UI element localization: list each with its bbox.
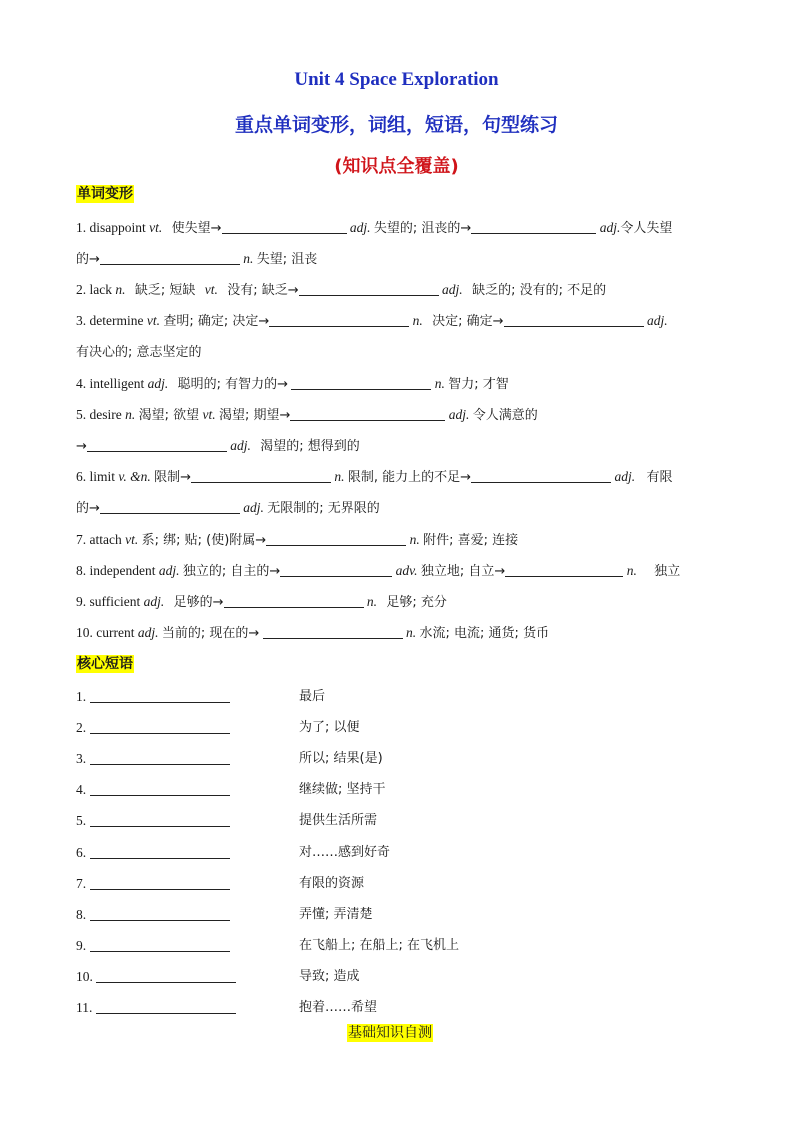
answer-blank[interactable]	[100, 250, 240, 265]
word-item: 6. limit	[76, 469, 116, 484]
word-line-2	[76, 281, 721, 300]
meaning-text: 渴望的; 想得到的	[260, 439, 360, 454]
pos-label: vt.	[204, 282, 218, 297]
word-item: 2. lack	[76, 282, 112, 297]
phrase-number: 11.	[76, 999, 236, 1017]
word-line-3	[76, 312, 721, 331]
meaning-text: 智力; 才智	[448, 377, 509, 392]
answer-blank[interactable]	[96, 999, 236, 1014]
meaning-text: 当前的; 现在的→	[161, 626, 260, 641]
answer-blank[interactable]	[280, 562, 392, 577]
answer-blank[interactable]	[471, 468, 611, 483]
word-line-5	[76, 406, 721, 425]
answer-blank[interactable]	[471, 219, 596, 234]
answer-blank[interactable]	[90, 937, 230, 952]
answer-blank[interactable]	[266, 531, 406, 546]
answer-blank[interactable]	[269, 312, 409, 327]
answer-blank[interactable]	[90, 875, 230, 890]
pos-label: adv.	[395, 563, 418, 578]
answer-blank[interactable]	[191, 468, 331, 483]
phrase-meaning: 继续做; 坚持干	[299, 782, 386, 797]
pos-label: adj.	[442, 282, 463, 297]
word-item: 10. current	[76, 625, 135, 640]
pos-label: n.	[243, 251, 254, 266]
pos-label: adj.	[243, 500, 264, 515]
answer-blank[interactable]	[96, 968, 236, 983]
pos-label: adj.	[599, 220, 621, 235]
pos-label: adj.	[230, 438, 251, 453]
phrase-number: 4.	[76, 781, 230, 799]
phrase-number: 7.	[76, 875, 230, 893]
answer-blank[interactable]	[90, 750, 230, 765]
meaning-text: 失望的; 沮丧的→	[373, 221, 472, 236]
meaning-text: 限制, 能力上的不足→	[347, 470, 472, 485]
meaning-text: 的→	[76, 252, 100, 267]
answer-blank[interactable]	[505, 562, 623, 577]
phrase-number: 3.	[76, 750, 230, 768]
meaning-text: 足够; 充分	[386, 595, 447, 610]
meaning-text: 令人满意的	[472, 408, 538, 423]
word-line-6-cont	[76, 499, 721, 518]
phrase-meaning: 所以; 结果(是)	[299, 751, 383, 766]
word-line-1	[76, 219, 721, 238]
meaning-text: 令人失望	[620, 221, 673, 236]
answer-blank[interactable]	[100, 499, 240, 514]
pos-label: vt.	[202, 407, 216, 422]
word-line-4	[76, 375, 721, 394]
answer-blank[interactable]	[90, 688, 230, 703]
phrase-meaning: 抱着……希望	[299, 1000, 378, 1015]
phrase-number: 2.	[76, 719, 230, 737]
word-item: 8. independent	[76, 563, 156, 578]
word-line-5-cont	[76, 437, 721, 456]
answer-blank[interactable]	[291, 375, 431, 390]
meaning-text: 的→	[76, 501, 100, 516]
page-tagline: (知识点全覆盖)	[334, 156, 459, 177]
meaning-text: 水流; 电流; 通货; 货币	[419, 626, 550, 641]
meaning-text: 限制→	[154, 470, 192, 485]
phrase-meaning: 提供生活所需	[299, 813, 378, 828]
section-heading-self-test: 基础知识自测	[348, 1025, 432, 1041]
meaning-text: 独立地; 自立→	[420, 564, 506, 579]
answer-blank[interactable]	[224, 593, 364, 608]
pos-label: n.	[366, 594, 378, 609]
word-line-10	[76, 624, 721, 643]
word-item: 9. sufficient	[76, 594, 141, 609]
word-item: 1. disappoint	[76, 220, 146, 235]
pos-label: adj.	[158, 563, 180, 578]
phrase-meaning: 对……感到好奇	[299, 845, 391, 860]
meaning-text: 决定; 确定→	[432, 314, 504, 329]
phrase-number: 5.	[76, 812, 230, 830]
pos-label: n.	[125, 407, 136, 422]
pos-label: adj.	[448, 407, 470, 422]
answer-blank[interactable]	[299, 281, 439, 296]
word-item: 7. attach	[76, 532, 122, 547]
phrase-number: 10.	[76, 968, 236, 986]
word-line-3-cont	[76, 343, 721, 362]
meaning-text: 失望; 沮丧	[256, 252, 318, 267]
meaning-text: 渴望; 欲望	[138, 408, 200, 423]
word-line-8	[76, 562, 721, 581]
meaning-text: 足够的→	[173, 595, 224, 610]
pos-label: adj.	[646, 313, 668, 328]
answer-blank[interactable]	[222, 219, 347, 234]
pos-label: n.	[434, 376, 445, 391]
pos-label: n.	[626, 563, 637, 578]
meaning-text: →	[76, 439, 87, 454]
answer-blank[interactable]	[90, 812, 230, 827]
meaning-text: 系; 绑; 贴; (使)附属→	[141, 533, 267, 548]
phrase-number: 1.	[76, 688, 230, 706]
phrase-number: 6.	[76, 844, 230, 862]
phrase-meaning: 在飞船上; 在船上; 在飞机上	[299, 938, 460, 953]
section-heading-phrases: 核心短语	[77, 656, 133, 672]
word-item: 5. desire	[76, 407, 122, 422]
pos-label: n.	[115, 282, 126, 297]
pos-label: n.	[409, 532, 420, 547]
phrase-meaning: 为了; 以便	[299, 720, 360, 735]
meaning-text: 有限	[646, 470, 673, 485]
answer-blank[interactable]	[90, 719, 230, 734]
page-title: Unit 4 Space Exploration	[294, 69, 499, 90]
pos-label: vt.	[125, 532, 139, 547]
word-line-7	[76, 531, 721, 550]
meaning-text: 有决心的; 意志坚定的	[76, 345, 202, 360]
phrase-meaning: 最后	[299, 689, 326, 704]
meaning-text: 附件; 喜爱; 连接	[423, 533, 519, 548]
meaning-text: 查明; 确定; 决定→	[163, 314, 270, 329]
word-line-1-cont	[76, 250, 721, 269]
meaning-text: 缺乏的; 没有的; 不足的	[472, 283, 607, 298]
pos-label: adj.	[143, 594, 165, 609]
answer-blank[interactable]	[87, 437, 227, 452]
word-line-6	[76, 468, 721, 487]
meaning-text: 无限制的; 无界限的	[267, 501, 380, 516]
meaning-text: 没有; 缺乏→	[227, 283, 299, 298]
pos-label: adj.	[147, 376, 169, 391]
phrase-meaning: 弄懂; 弄清楚	[299, 907, 373, 922]
meaning-text: 聪明的; 有智力的→	[177, 377, 289, 392]
word-item: 4. intelligent	[76, 376, 145, 391]
word-item: 3. determine	[76, 313, 144, 328]
pos-label: v. &n.	[118, 469, 151, 484]
pos-label: adj.	[614, 469, 636, 484]
pos-label: vt.	[146, 313, 160, 328]
page-subtitle: 重点单词变形，词组，短语，句型练习	[234, 114, 558, 136]
answer-blank[interactable]	[90, 844, 230, 859]
pos-label: n.	[406, 625, 417, 640]
meaning-text: 渴望; 期望→	[219, 408, 291, 423]
section-heading-words: 单词变形	[77, 186, 133, 202]
phrase-meaning: 导致; 造成	[299, 969, 360, 984]
phrase-meaning: 有限的资源	[299, 876, 365, 891]
phrase-number: 9.	[76, 937, 230, 955]
answer-blank[interactable]	[263, 624, 403, 639]
word-line-9	[76, 593, 721, 612]
pos-label: n.	[412, 313, 423, 328]
phrase-number: 8.	[76, 906, 230, 924]
answer-blank[interactable]	[290, 406, 445, 421]
meaning-text: 使失望→	[171, 221, 222, 236]
pos-label: adj.	[349, 220, 371, 235]
pos-label: n.	[334, 469, 345, 484]
meaning-text: 独立的; 自主的→	[182, 564, 281, 579]
answer-blank[interactable]	[90, 781, 230, 796]
answer-blank[interactable]	[504, 312, 644, 327]
answer-blank[interactable]	[90, 906, 230, 921]
meaning-text: 缺乏; 短缺	[134, 283, 196, 298]
pos-label: vt.	[149, 220, 163, 235]
meaning-text: 独立	[654, 564, 681, 579]
pos-label: adj.	[137, 625, 159, 640]
